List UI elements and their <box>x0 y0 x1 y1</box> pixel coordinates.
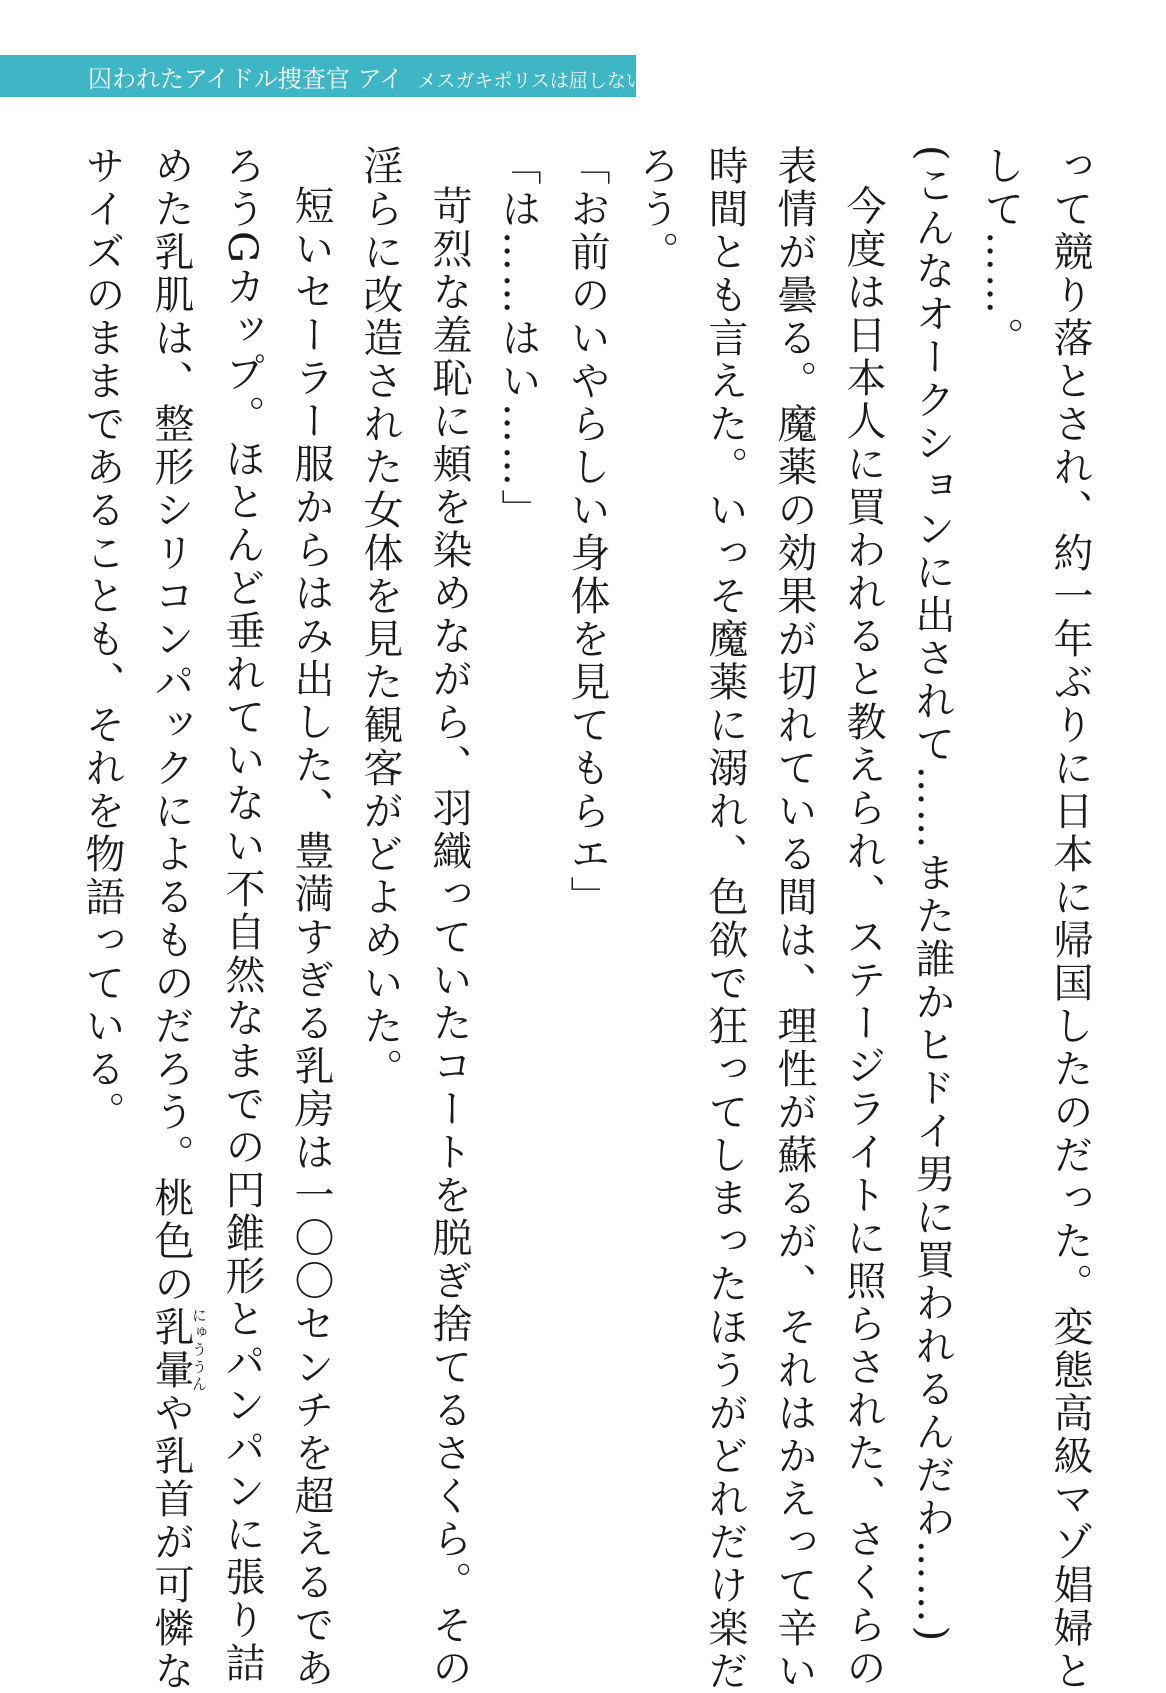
text-line-5: 表情が曇る。魔薬の効果が切れている間は、理性が蘇るが、それはかえって辛い <box>771 145 817 1693</box>
text-line-7: ろう。 <box>633 145 679 274</box>
ruby-word <box>148 1306 208 1392</box>
text-line-11: 淫らに改造された女体を見た観客がどよめいた。 <box>357 145 403 1091</box>
text-line-9: 「は……はい……」 <box>495 145 541 532</box>
text-line-15: サイズのままであることも、それを物語っている。 <box>79 145 125 1134</box>
text-line-10: 苛烈な羞恥に頬を染めながら、羽織っていたコートを脱ぎ捨てるさくら。その <box>426 185 472 1690</box>
vertical-body-text <box>79 145 1104 1693</box>
ruby-base: 乳暈 <box>148 1306 194 1392</box>
text-line-2: して……。 <box>978 145 1024 360</box>
text-line-13: ろうGカップ。ほとんど垂れていない不自然なまでの円錐形とパンパンに張り詰 <box>219 145 265 1685</box>
book-title: 囚われたアイドル捜査官 アイ <box>88 64 404 93</box>
text-line-4: 今度は日本人に買われると教えられ、ステージライトに照らされた、さくらの <box>840 185 886 1690</box>
book-subtitle: メスガキポリスは屈しない! <box>417 69 653 92</box>
text-line-14-after: や乳首が可憐な <box>148 1392 194 1693</box>
text-line-3: (こんなオークションに出されて……また誰かヒドイ男に買われるんだわ……) <box>909 145 955 1645</box>
text-line-8: 「お前のいやらしい身体を見てもらエ」 <box>564 145 610 919</box>
text-line-14-before: めた乳肌は、整形シリコンパックによるものだろう。桃色の <box>148 145 194 1306</box>
ruby-reading: にゅううん <box>190 1306 208 1392</box>
text-line-12: 短いセーラー服からはみ出した、豊満すぎる乳房は一〇〇センチを超えるであ <box>288 185 334 1690</box>
text-line-6: 時間とも言えた。いっそ魔薬に溺れ、色欲で狂ってしまったほうがどれだけ楽だ <box>702 145 748 1693</box>
running-header <box>88 59 653 94</box>
text-line-1: って競り落とされ、約一年ぶりに日本に帰国したのだった。変態高級マゾ娼婦と <box>1047 145 1093 1693</box>
text-line-14 <box>136 145 208 1693</box>
header-band <box>0 55 653 97</box>
